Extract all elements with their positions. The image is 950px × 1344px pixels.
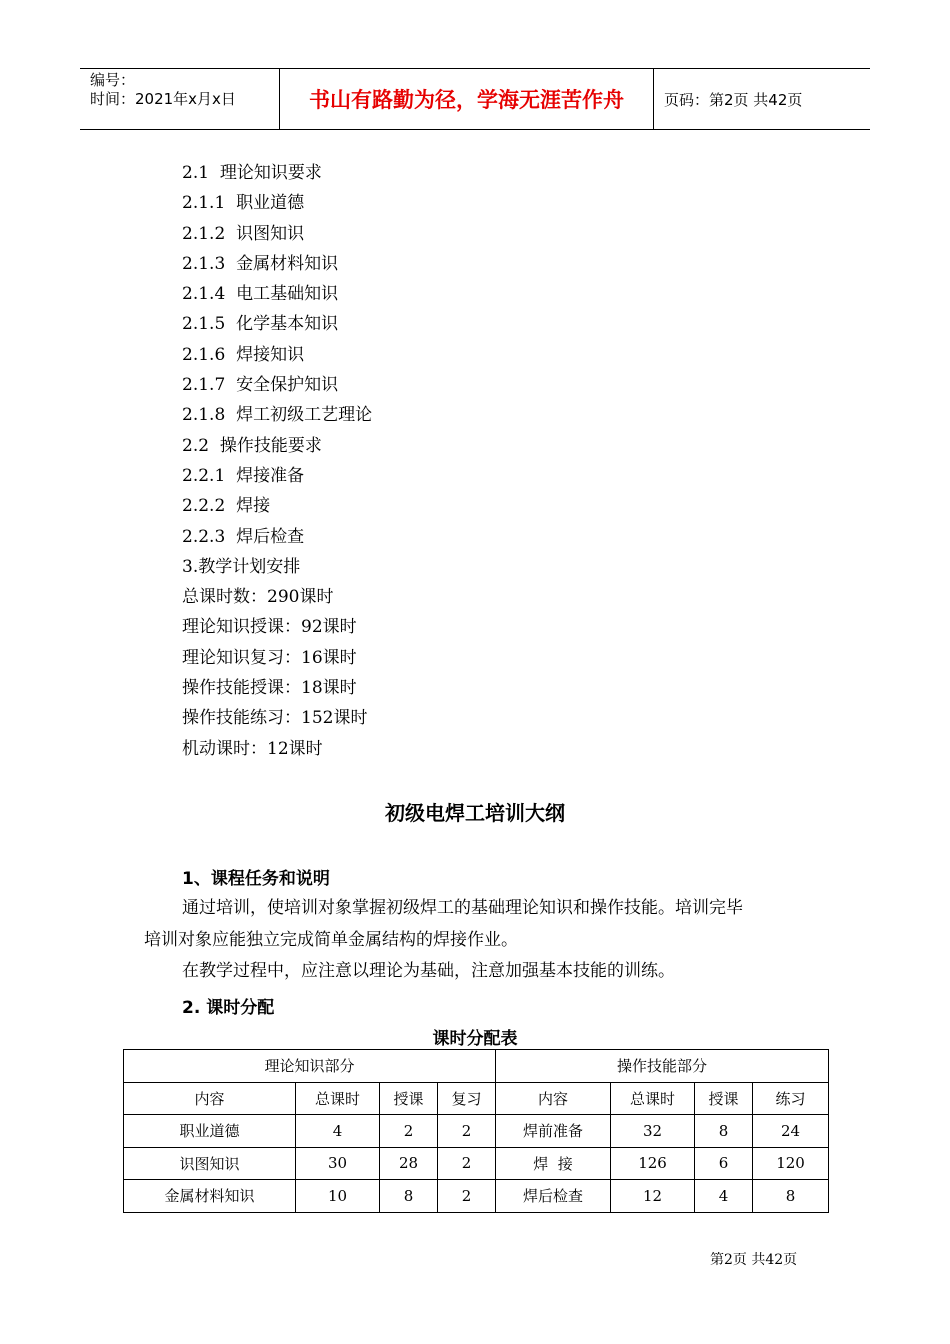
table-cell: 6 — [695, 1147, 753, 1180]
outline-item: 机动课时：12课时 — [182, 738, 323, 759]
table-cell: 焊 接 — [496, 1147, 611, 1180]
time-label: 时间：2021年x月x日 — [90, 90, 236, 108]
section-2-heading: 2. 课时分配 — [182, 998, 275, 1018]
column-header: 练习 — [753, 1082, 829, 1115]
table-cell: 32 — [611, 1115, 695, 1148]
table-cell: 焊前准备 — [496, 1115, 611, 1148]
column-header: 内容 — [124, 1082, 296, 1115]
header-meta — [80, 69, 280, 129]
group-header-theory: 理论知识部分 — [124, 1050, 496, 1083]
table-cell: 2 — [438, 1147, 496, 1180]
hours-table — [123, 1049, 829, 1213]
outline-item: 2.1.3 金属材料知识 — [182, 253, 339, 274]
table-cell: 焊后检查 — [496, 1180, 611, 1213]
column-header: 内容 — [496, 1082, 611, 1115]
outline-item: 2.2.2 焊接 — [182, 496, 271, 517]
outline-item: 3.教学计划安排 — [182, 556, 301, 577]
outline-item: 2.2.1 焊接准备 — [182, 465, 305, 486]
footer-page-info: 第2页 共42页 — [710, 1252, 798, 1268]
table-cell: 126 — [611, 1147, 695, 1180]
column-header: 总课时 — [296, 1082, 380, 1115]
outline-item: 2.1.1 职业道德 — [182, 193, 305, 214]
table-cell: 30 — [296, 1147, 380, 1180]
table-cell: 4 — [695, 1180, 753, 1213]
column-header: 授课 — [380, 1082, 438, 1115]
outline-item: 理论知识授课：92课时 — [182, 617, 357, 638]
table-row — [124, 1147, 829, 1180]
table-cell: 4 — [296, 1115, 380, 1148]
outline-item: 2.2 操作技能要求 — [182, 435, 322, 456]
column-header: 授课 — [695, 1082, 753, 1115]
table-cell: 职业道德 — [124, 1115, 296, 1148]
document-title: 初级电焊工培训大纲 — [385, 801, 565, 825]
table-row — [124, 1180, 829, 1213]
number-label: 编号： — [90, 71, 136, 89]
column-header: 总课时 — [611, 1082, 695, 1115]
section-1-para-1-line-1: 通过培训，使培训对象掌握初级焊工的基础理论知识和操作技能。培训完毕 — [182, 898, 743, 918]
table-cell: 8 — [380, 1180, 438, 1213]
table-cell: 120 — [753, 1147, 829, 1180]
group-header-practice: 操作技能部分 — [496, 1050, 829, 1083]
table-row — [124, 1115, 829, 1148]
column-header: 复习 — [438, 1082, 496, 1115]
header-page-info: 页码：第2页 共42页 — [664, 90, 803, 109]
outline-item: 操作技能练习：152课时 — [182, 708, 368, 729]
section-1-para-2: 在教学过程中，应注意以理论为基础，注意加强基本技能的训练。 — [182, 961, 675, 981]
table-group-row — [124, 1050, 829, 1083]
table-cell: 8 — [753, 1180, 829, 1213]
table-cell: 10 — [296, 1180, 380, 1213]
header-motto: 书山有路勤为径，学海无涯苦作舟 — [280, 69, 654, 129]
outline-item: 2.1.2 识图知识 — [182, 223, 305, 244]
outline-item: 2.1.7 安全保护知识 — [182, 375, 339, 396]
section-1-para-1-line-2: 培训对象应能独立完成简单金属结构的焊接作业。 — [144, 930, 518, 950]
section-1-heading: 1、课程任务和说明 — [182, 869, 330, 889]
outline-item: 理论知识复习：16课时 — [182, 647, 357, 668]
outline-item: 2.1.8 焊工初级工艺理论 — [182, 405, 373, 426]
table-cell: 24 — [753, 1115, 829, 1148]
outline-item: 2.2.3 焊后检查 — [182, 526, 305, 547]
outline-item: 操作技能授课：18课时 — [182, 678, 357, 699]
table-cell: 2 — [380, 1115, 438, 1148]
outline-item: 2.1.4 电工基础知识 — [182, 284, 339, 305]
table-cell: 8 — [695, 1115, 753, 1148]
page-header — [80, 68, 870, 130]
table-cell: 2 — [438, 1115, 496, 1148]
outline-list — [182, 158, 372, 764]
outline-item: 总课时数：290课时 — [182, 587, 334, 608]
table-cell: 28 — [380, 1147, 438, 1180]
table-cell: 12 — [611, 1180, 695, 1213]
table-cell: 识图知识 — [124, 1147, 296, 1180]
table-cell: 金属材料知识 — [124, 1180, 296, 1213]
outline-item: 2.1.5 化学基本知识 — [182, 314, 339, 335]
table-cell: 2 — [438, 1180, 496, 1213]
outline-item: 2.1.6 焊接知识 — [182, 344, 305, 365]
table-header-row — [124, 1082, 829, 1115]
outline-item: 2.1 理论知识要求 — [182, 163, 322, 183]
table-caption: 课时分配表 — [432, 1029, 518, 1049]
